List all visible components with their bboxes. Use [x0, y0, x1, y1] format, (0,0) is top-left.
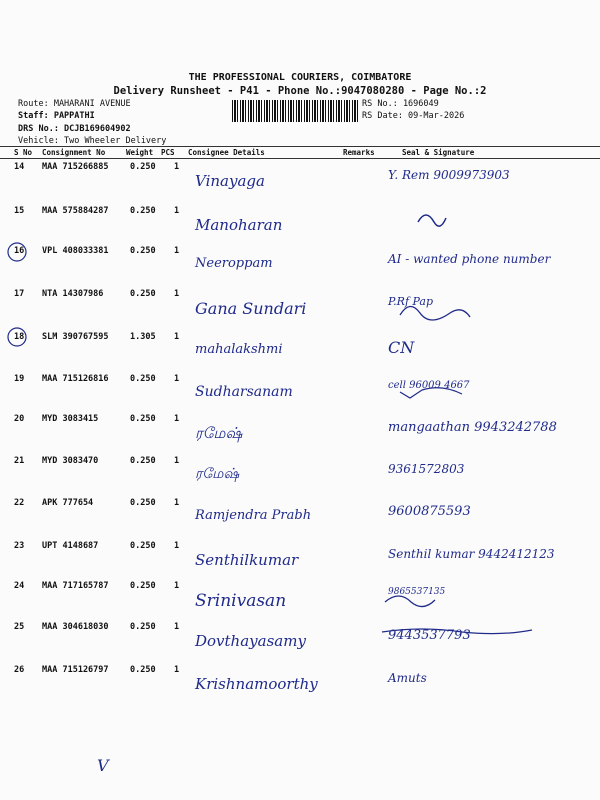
row-weight: 0.250: [130, 414, 156, 424]
col-sno: S No: [14, 148, 33, 157]
row-weight: 0.250: [130, 456, 156, 466]
col-remarks: Remarks: [343, 148, 375, 157]
row-pcs: 1: [174, 622, 180, 632]
row-consignee-handwritten: Krishnamoorthy: [195, 675, 318, 693]
row-consignment-no: MAA 715266885: [42, 162, 109, 172]
row-pcs: 1: [174, 332, 180, 342]
col-weight: Weight: [126, 148, 154, 157]
route-label: Route: MAHARANI AVENUE: [18, 99, 131, 109]
row-pcs: 1: [174, 162, 180, 172]
signature-scribble-24: [385, 596, 435, 607]
row-consignment-no: MAA 575884287: [42, 206, 109, 216]
row-signature-handwritten: P.Rf Pap: [388, 295, 434, 308]
staff-label: Staff: PAPPATHI: [18, 111, 95, 121]
row-consignment-no: MAA 717165787: [42, 581, 109, 591]
row-sno: 26: [14, 665, 25, 675]
row-consignment-no: NTA 14307986: [42, 289, 104, 299]
row-weight: 1.305: [130, 332, 156, 342]
col-pcs: PCS: [161, 148, 175, 157]
row-weight: 0.250: [130, 246, 156, 256]
runsheet-subtitle: Delivery Runsheet - P41 - Phone No.:9047080280 - Page No.:2: [113, 85, 487, 97]
col-consignee: Consignee Details: [188, 148, 265, 157]
row-pcs: 1: [174, 374, 180, 384]
row-pcs: 1: [174, 414, 180, 424]
row-pcs: 1: [174, 581, 180, 591]
signature-scribble-15: [418, 215, 446, 226]
row-sno: 17: [14, 289, 25, 299]
row-weight: 0.250: [130, 665, 156, 675]
row-consignee-handwritten: Dovthayasamy: [195, 632, 306, 650]
row-consignee-handwritten: Vinayaga: [195, 172, 265, 190]
row-pcs: 1: [174, 541, 180, 551]
row-pcs: 1: [174, 665, 180, 675]
vehicle-label: Vehicle: Two Wheeler Delivery: [18, 136, 167, 146]
signature-scribble-19: [400, 388, 462, 398]
row-signature-handwritten: 9443537793: [388, 628, 471, 643]
row-consignment-no: MYD 3083415: [42, 414, 99, 424]
row-sno: 24: [14, 581, 25, 591]
col-consignment: Consignment No: [42, 148, 106, 157]
row-consignment-no: MAA 304618030: [42, 622, 109, 632]
row-weight: 0.250: [130, 374, 156, 384]
row-sno: 23: [14, 541, 25, 551]
row-consignment-no: MYD 3083470: [42, 456, 99, 466]
row-weight: 0.250: [130, 206, 156, 216]
row-sno: 21: [14, 456, 25, 466]
row-consignee-handwritten: Neeroppam: [195, 256, 273, 271]
row-sno: 19: [14, 374, 25, 384]
row-consignee-handwritten: ரமேஷ்: [195, 424, 243, 442]
row-consignment-no: APK 777654: [42, 498, 94, 508]
row-consignee-handwritten: Sudharsanam: [195, 384, 293, 400]
row-sno: 22: [14, 498, 25, 508]
document-title: THE PROFESSIONAL COURIERS, COIMBATORE: [188, 72, 412, 83]
row-consignee-handwritten: mahalakshmi: [195, 342, 283, 357]
row-consignment-no: VPL 408033381: [42, 246, 109, 256]
row-pcs: 1: [174, 246, 180, 256]
row-sno: 14: [14, 162, 25, 172]
row-sno: 18: [14, 332, 25, 342]
row-weight: 0.250: [130, 289, 156, 299]
row-sno: 15: [14, 206, 25, 216]
row-consignment-no: MAA 715126797: [42, 665, 109, 675]
row-weight: 0.250: [130, 541, 156, 551]
signature-scribble-17: [400, 306, 470, 320]
row-sno: 25: [14, 622, 25, 632]
row-signature-handwritten: AI - wanted phone number: [388, 252, 551, 266]
row-consignee-handwritten: Senthilkumar: [195, 551, 299, 569]
row-pcs: 1: [174, 206, 180, 216]
row-consignee-handwritten: Srinivasan: [195, 591, 287, 611]
row-pcs: 1: [174, 456, 180, 466]
row-signature-handwritten: Y. Rem 9009973903: [388, 168, 510, 182]
rs-date: RS Date: 09-Mar-2026: [362, 111, 465, 121]
row-consignment-no: MAA 715126816: [42, 374, 109, 384]
col-signature: Seal & Signature: [402, 148, 475, 157]
row-weight: 0.250: [130, 498, 156, 508]
footer-hand-mark: V: [97, 756, 109, 775]
signature-scribble-25: [382, 629, 532, 634]
row-signature-handwritten: CN: [388, 338, 415, 357]
row-weight: 0.250: [130, 162, 156, 172]
sno-16-circle-mark: [8, 243, 26, 261]
row-signature-handwritten: 9361572803: [388, 462, 465, 476]
row-signature-handwritten: 9865537135: [388, 587, 446, 597]
row-signature-handwritten: mangaathan 9943242788: [388, 420, 557, 435]
drs-label: DRS No.: DCJB169604902: [18, 124, 131, 134]
row-signature-handwritten: 9600875593: [388, 504, 471, 519]
sno-18-circle-mark: [8, 328, 26, 346]
row-sno: 16: [14, 246, 25, 256]
row-weight: 0.250: [130, 581, 156, 591]
row-signature-handwritten: Senthil kumar 9442412123: [388, 547, 555, 561]
row-signature-handwritten: cell 96009 4667: [388, 380, 470, 391]
row-signature-handwritten: Amuts: [388, 671, 427, 685]
row-weight: 0.250: [130, 622, 156, 632]
row-consignee-handwritten: Ramjendra Prabh: [195, 508, 312, 523]
row-pcs: 1: [174, 289, 180, 299]
rs-number: RS No.: 1696049: [362, 99, 439, 109]
row-consignee-handwritten: Gana Sundari: [195, 299, 307, 318]
row-pcs: 1: [174, 498, 180, 508]
row-consignee-handwritten: Manoharan: [195, 216, 283, 234]
row-consignee-handwritten: ரமேஷ்: [195, 466, 240, 482]
row-consignment-no: SLM 390767595: [42, 332, 109, 342]
row-sno: 20: [14, 414, 25, 424]
row-consignment-no: UPT 4148687: [42, 541, 99, 551]
